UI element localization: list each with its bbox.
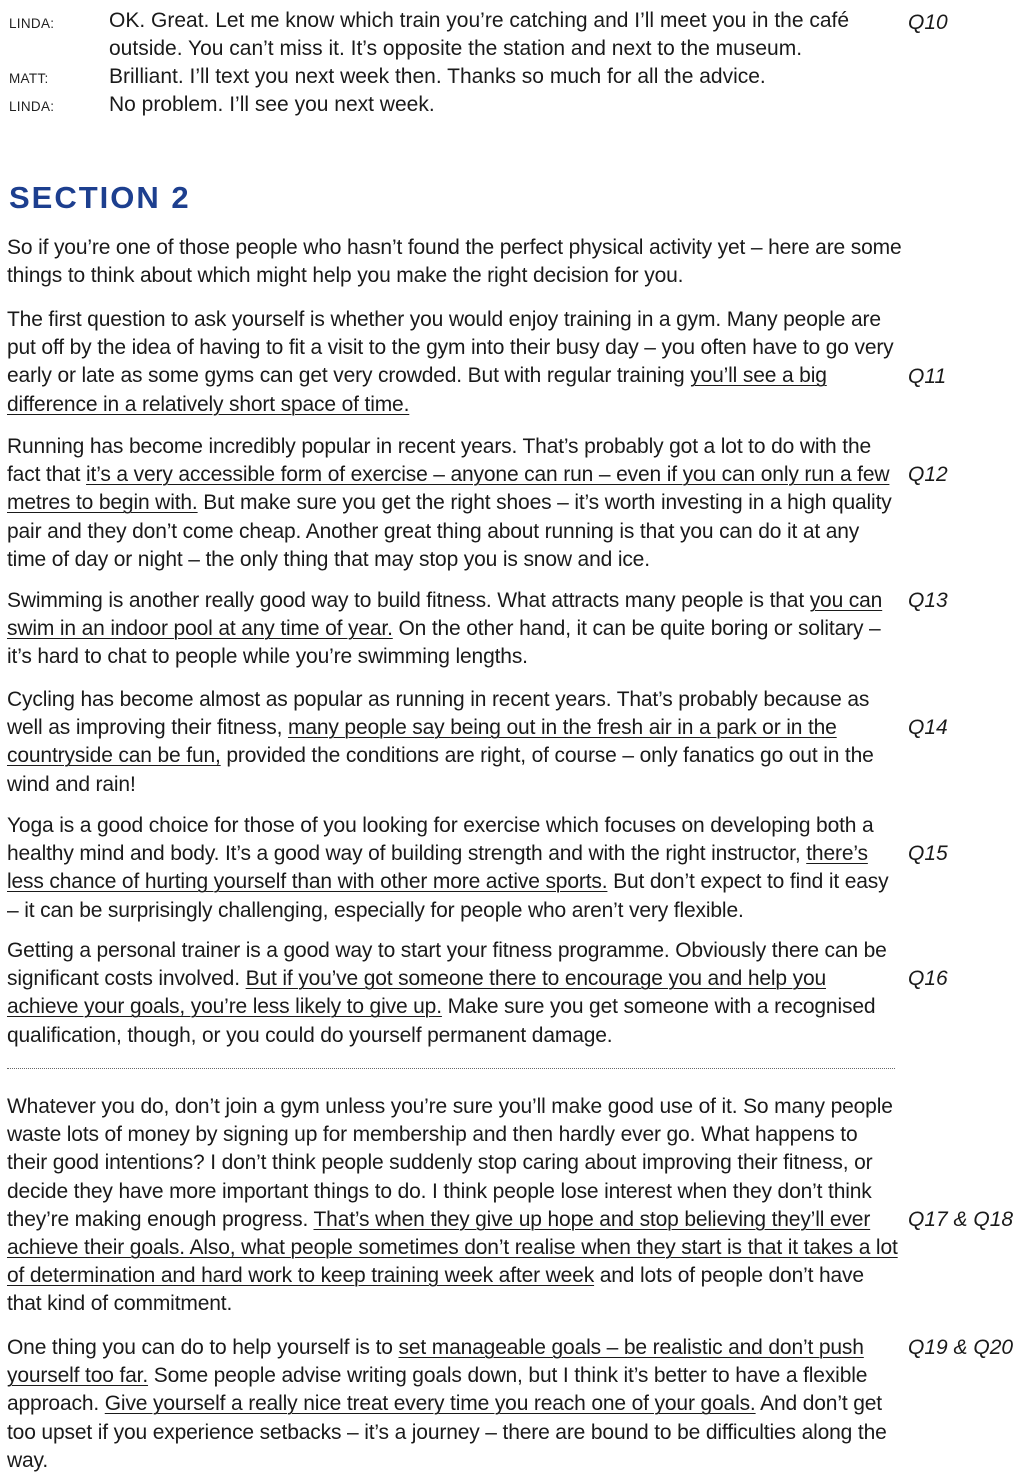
section-heading: SECTION 2 (9, 180, 191, 215)
question-ref: Q11 (908, 365, 947, 388)
transcript-paragraph (7, 587, 902, 672)
text-segment: No problem. I’ll see you next week. (109, 93, 435, 116)
text-segment: But don’t expect to find it easy – it can be surprisingly challenging, especially for people who aren’t very flexible. (7, 870, 889, 922)
underlined-answer-text: I’ll meet you in the café outside. You can’t miss it. It’s opposite the station (109, 9, 850, 60)
question-ref: Q14 (908, 716, 948, 739)
text-segment: On the other hand, it can be quite boring or solitary – it’s hard to chat to people while you’re swimming lengths. (7, 617, 881, 669)
transcript-paragraph (7, 1334, 902, 1475)
transcript-paragraph (7, 1093, 902, 1319)
text-segment: provided the conditions are right, of course – only fanatics go out in the wind and rain! (7, 744, 874, 796)
dotted-divider (7, 1068, 895, 1069)
question-ref: Q10 (908, 11, 948, 34)
question-ref: Q15 (908, 842, 948, 865)
underlined-answer-text: That’s when they give up hope and stop believing they’ll ever achieve their goals. Also, what people sometimes don’t realise when they start is that it takes a lot of determination and hard work to keep training week after week (7, 1207, 898, 1288)
question-ref: Q12 (908, 463, 948, 486)
underlined-answer-text: set manageable goals – be realistic and don’t push yourself too far. (7, 1336, 864, 1388)
speech-text (109, 7, 889, 63)
text-segment: and next to the museum. (565, 37, 803, 60)
transcript-paragraph (7, 306, 902, 419)
speaker-label: LINDA: (9, 99, 55, 114)
text-segment: Swimming is another really good way to build fitness. What attracts many people is that (7, 589, 810, 612)
underlined-answer-text: Give yourself a really nice treat every time you reach one of your goals. (104, 1392, 756, 1416)
underlined-answer-text: many people say being out in the fresh air in a park or in the countryside can be fun, (7, 716, 837, 768)
question-ref: Q17 & Q18 (908, 1208, 1014, 1231)
transcript-paragraph (7, 812, 902, 925)
speaker-label: LINDA: (9, 16, 55, 31)
underlined-answer-text: you can swim in an indoor pool at any time of year. (7, 589, 883, 641)
question-ref: Q19 & Q20 (908, 1336, 1014, 1359)
text-segment: Cycling has become almost as popular as running in recent years. That’s probably because as well as improving their fitness, (7, 688, 870, 740)
underlined-answer-text: there’s less chance of hurting yourself than with other more active sports. (7, 842, 868, 894)
transcript-paragraph (7, 234, 902, 290)
text-segment: One thing you can do to help yourself is to (7, 1336, 399, 1359)
text-segment: Getting a personal trainer is a good way to start your fitness programme. Obviously there can be significant costs involved. (7, 939, 887, 991)
transcript-paragraph (7, 937, 902, 1050)
text-segment: Running has become incredibly popular in recent years. That’s probably got a lot to do with the fact that (7, 435, 871, 487)
text-segment: Whatever you do, don’t join a gym unless you’re sure you’ll make good use of it. So many people waste lots of money by signing up for membership and then hardly ever go. What happens to their good intentions? I don’t think people suddenly stop caring about improving their fitness, or decide they have more important things to do. I think people lose interest when they don’t think they’re making enough progress. (7, 1095, 893, 1231)
speaker-label: MATT: (9, 71, 49, 86)
question-ref: Q13 (908, 589, 948, 612)
question-ref: Q16 (908, 967, 948, 990)
underlined-answer-text: But if you’ve got someone there to encourage you and help you achieve your goals, you’re less likely to give up. (7, 967, 827, 1019)
speech-text (109, 63, 889, 91)
text-segment: Yoga is a good choice for those of you looking for exercise which focuses on developing both a healthy mind and body. It’s a good way of building strength and with the right instructor, (7, 814, 874, 866)
text-segment: OK. Great. Let me know which train you’re catching and (109, 9, 635, 32)
speech-text (109, 91, 889, 119)
underlined-answer-text: you’ll see a big difference in a relatively short space of time. (7, 364, 827, 416)
text-segment: and lots of people don’t have that kind of commitment. (7, 1264, 864, 1316)
transcript-paragraph (7, 433, 902, 574)
text-segment: Some people advise writing goals down, but I think it’s better to have a flexible approach. (7, 1364, 868, 1416)
text-segment: And don’t get too upset if you experience setbacks – it’s a journey – there are bound to be difficulties along the way. (7, 1392, 887, 1472)
transcript-paragraph (7, 686, 902, 799)
underlined-answer-text: it’s a very accessible form of exercise – anyone can run – even if you can only run a few metres to begin with. (7, 463, 890, 515)
text-segment: So if you’re one of those people who hasn’t found the perfect physical activity yet – here are some things to think about which might help you make the right decision for you. (7, 236, 902, 288)
text-segment: Brilliant. I’ll text you next week then. Thanks so much for all the advice. (109, 65, 766, 88)
text-segment: Make sure you get someone with a recognised qualification, though, or you could do yourself permanent damage. (7, 995, 876, 1047)
text-segment: The first question to ask yourself is whether you would enjoy training in a gym. Many people are put off by the idea of having to fit a visit to the gym into their busy day – you often have to go very early or late as some gyms can get very crowded. But with regular training (7, 308, 894, 388)
text-segment: But make sure you get the right shoes – it’s worth investing in a high quality pair and they don’t come cheap. Another great thing about running is that you can do it at any time of day or night – the only thing that may stop you is snow and ice. (7, 491, 892, 571)
